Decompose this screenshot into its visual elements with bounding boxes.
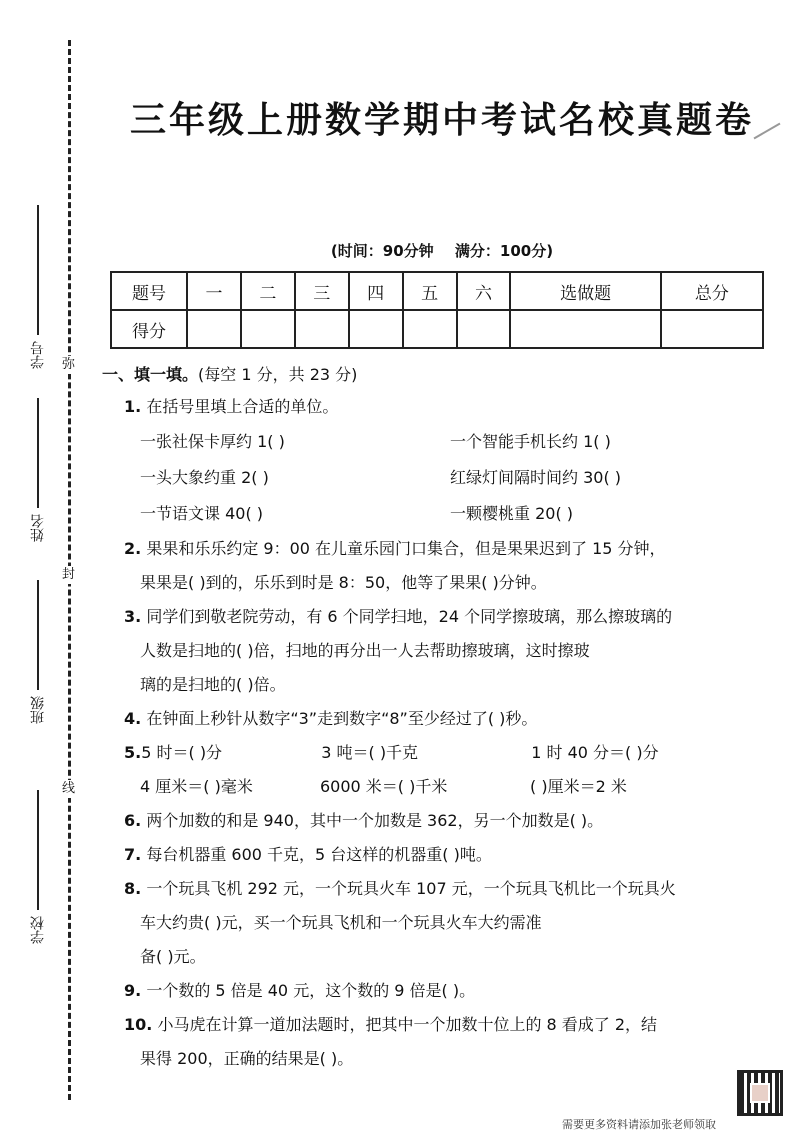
question-number: 2. bbox=[124, 539, 142, 558]
student-id-field[interactable] bbox=[20, 205, 56, 375]
question-text: 果果和乐乐约定 9：00 在儿童乐园门口集合，但是果果迟到了 15 分钟， bbox=[146, 539, 666, 558]
exam-time: (时间：90分钟 bbox=[330, 242, 434, 260]
question-2 bbox=[110, 532, 775, 600]
conversion-item[interactable]: 3 吨＝( )千克 bbox=[321, 743, 419, 762]
binding-word-xian: 线 bbox=[62, 781, 76, 796]
score-cell[interactable] bbox=[349, 310, 403, 348]
question-text[interactable]: 备( )元。 bbox=[140, 947, 206, 966]
exam-full-score: 满分：100分) bbox=[454, 242, 554, 260]
question-number: 6. bbox=[124, 811, 142, 830]
question-text[interactable]: 一个数的 5 倍是 40 元，这个数的 9 倍是( )。 bbox=[146, 981, 476, 1000]
score-header-cell: 题号 bbox=[111, 272, 187, 310]
student-name-line bbox=[37, 398, 39, 508]
binding-word-mi: 弥 bbox=[62, 357, 76, 372]
question-text[interactable]: 每台机器重 600 千克，5 台这样的机器重( )吨。 bbox=[146, 845, 492, 864]
question-4 bbox=[110, 702, 775, 736]
question-number: 10. bbox=[124, 1015, 153, 1034]
score-header-cell: 二 bbox=[241, 272, 295, 310]
question-number: 1. bbox=[124, 397, 142, 416]
qr-code[interactable] bbox=[737, 1070, 783, 1116]
school-line bbox=[37, 790, 39, 910]
student-name-field[interactable] bbox=[20, 398, 56, 548]
question-number: 8. bbox=[124, 879, 142, 898]
score-header-cell: 五 bbox=[403, 272, 457, 310]
class-line bbox=[37, 580, 39, 690]
class-label: 班级 bbox=[30, 696, 46, 724]
qr-avatar bbox=[750, 1083, 770, 1103]
question-text: 在括号里填上合适的单位。 bbox=[146, 397, 339, 416]
score-header-cell: 四 bbox=[349, 272, 403, 310]
question-number: 4. bbox=[124, 709, 142, 728]
question-text[interactable]: 两个加数的和是 940，其中一个加数是 362，另一个加数是( )。 bbox=[146, 811, 604, 830]
unit-item[interactable]: 一个智能手机长约 1( ) bbox=[450, 432, 611, 451]
score-cell[interactable] bbox=[661, 310, 763, 348]
school-label: 学校 bbox=[30, 916, 46, 944]
score-cell[interactable] bbox=[241, 310, 295, 348]
conversion-item[interactable]: 5 时＝( )分 bbox=[141, 743, 223, 762]
page-title: 三年级上册数学期中考试名校真题卷 bbox=[129, 99, 754, 141]
score-header-cell: 选做题 bbox=[510, 272, 660, 310]
score-table bbox=[110, 271, 764, 349]
question-number: 7. bbox=[124, 845, 142, 864]
student-id-label: 学号 bbox=[30, 341, 46, 369]
student-id-line bbox=[37, 205, 39, 335]
question-5 bbox=[110, 736, 775, 804]
conversion-item[interactable]: ( )厘米＝2 米 bbox=[530, 777, 627, 796]
question-text[interactable]: 果得 200，正确的结果是( )。 bbox=[140, 1049, 354, 1068]
unit-item[interactable]: 一节语文课 40( ) bbox=[140, 504, 264, 523]
unit-item[interactable]: 红绿灯间隔时间约 30( ) bbox=[450, 468, 622, 487]
question-text[interactable]: 车大约贵( )元，买一个玩具飞机和一个玩具火车大约需准 bbox=[140, 913, 542, 932]
question-text[interactable]: 璃的是扫地的( )倍。 bbox=[140, 675, 286, 694]
class-field[interactable] bbox=[20, 580, 56, 730]
question-1 bbox=[110, 390, 775, 532]
score-cell[interactable] bbox=[295, 310, 349, 348]
question-text[interactable]: 果果是( )到的，乐乐到时是 8：50，他等了果果( )分钟。 bbox=[140, 573, 547, 592]
score-header-cell: 一 bbox=[187, 272, 241, 310]
score-header-cell: 三 bbox=[295, 272, 349, 310]
unit-item[interactable]: 一头大象约重 2( ) bbox=[140, 468, 269, 487]
footer-note: 需要更多资料请添加张老师领取 bbox=[562, 1118, 716, 1131]
question-number: 5. bbox=[124, 743, 142, 762]
question-8 bbox=[110, 872, 775, 974]
question-9 bbox=[110, 974, 775, 1008]
score-cell[interactable] bbox=[457, 310, 511, 348]
score-cell[interactable] bbox=[187, 310, 241, 348]
question-number: 3. bbox=[124, 607, 142, 626]
score-cell[interactable] bbox=[403, 310, 457, 348]
question-text: 小马虎在计算一道加法题时，把其中一个加数十位上的 8 看成了 2，结 bbox=[157, 1015, 658, 1034]
school-field[interactable] bbox=[20, 790, 56, 950]
question-7 bbox=[110, 838, 775, 872]
score-table-header-row bbox=[111, 272, 763, 310]
conversion-item[interactable]: 4 厘米＝( )毫米 bbox=[140, 777, 253, 796]
score-header-cell: 总分 bbox=[661, 272, 763, 310]
unit-item[interactable]: 一张社保卡厚约 1( ) bbox=[140, 432, 285, 451]
conversion-item[interactable]: 6000 米＝( )千米 bbox=[320, 777, 448, 796]
conversion-item[interactable]: 1 时 40 分＝( )分 bbox=[531, 743, 659, 762]
student-name-label: 姓名 bbox=[30, 514, 46, 542]
score-header-cell: 六 bbox=[457, 272, 511, 310]
section-title: 一、填一填。 bbox=[102, 365, 199, 384]
exam-meta bbox=[112, 240, 772, 261]
score-table-score-row bbox=[111, 310, 763, 348]
section-note: (每空 1 分，共 23 分) bbox=[198, 365, 358, 384]
question-10 bbox=[110, 1008, 775, 1076]
section-heading bbox=[102, 360, 775, 390]
questions bbox=[102, 360, 775, 1076]
score-row-label: 得分 bbox=[111, 310, 187, 348]
question-text: 同学们到敬老院劳动，有 6 个同学扫地，24 个同学擦玻璃，那么擦玻璃的 bbox=[146, 607, 673, 626]
score-cell[interactable] bbox=[510, 310, 660, 348]
binding-word-feng: 封 bbox=[62, 567, 76, 582]
question-number: 9. bbox=[124, 981, 142, 1000]
question-3 bbox=[110, 600, 775, 702]
question-text[interactable]: 人数是扫地的( )倍，扫地的再分出一人去帮助擦玻璃，这时擦玻 bbox=[140, 641, 590, 660]
question-text: 一个玩具飞机 292 元，一个玩具火车 107 元，一个玩具飞机比一个玩具火 bbox=[146, 879, 676, 898]
question-text[interactable]: 在钟面上秒针从数字“3”走到数字“8”至少经过了( )秒。 bbox=[146, 709, 538, 728]
unit-item[interactable]: 一颗樱桃重 20( ) bbox=[450, 504, 574, 523]
question-6 bbox=[110, 804, 775, 838]
